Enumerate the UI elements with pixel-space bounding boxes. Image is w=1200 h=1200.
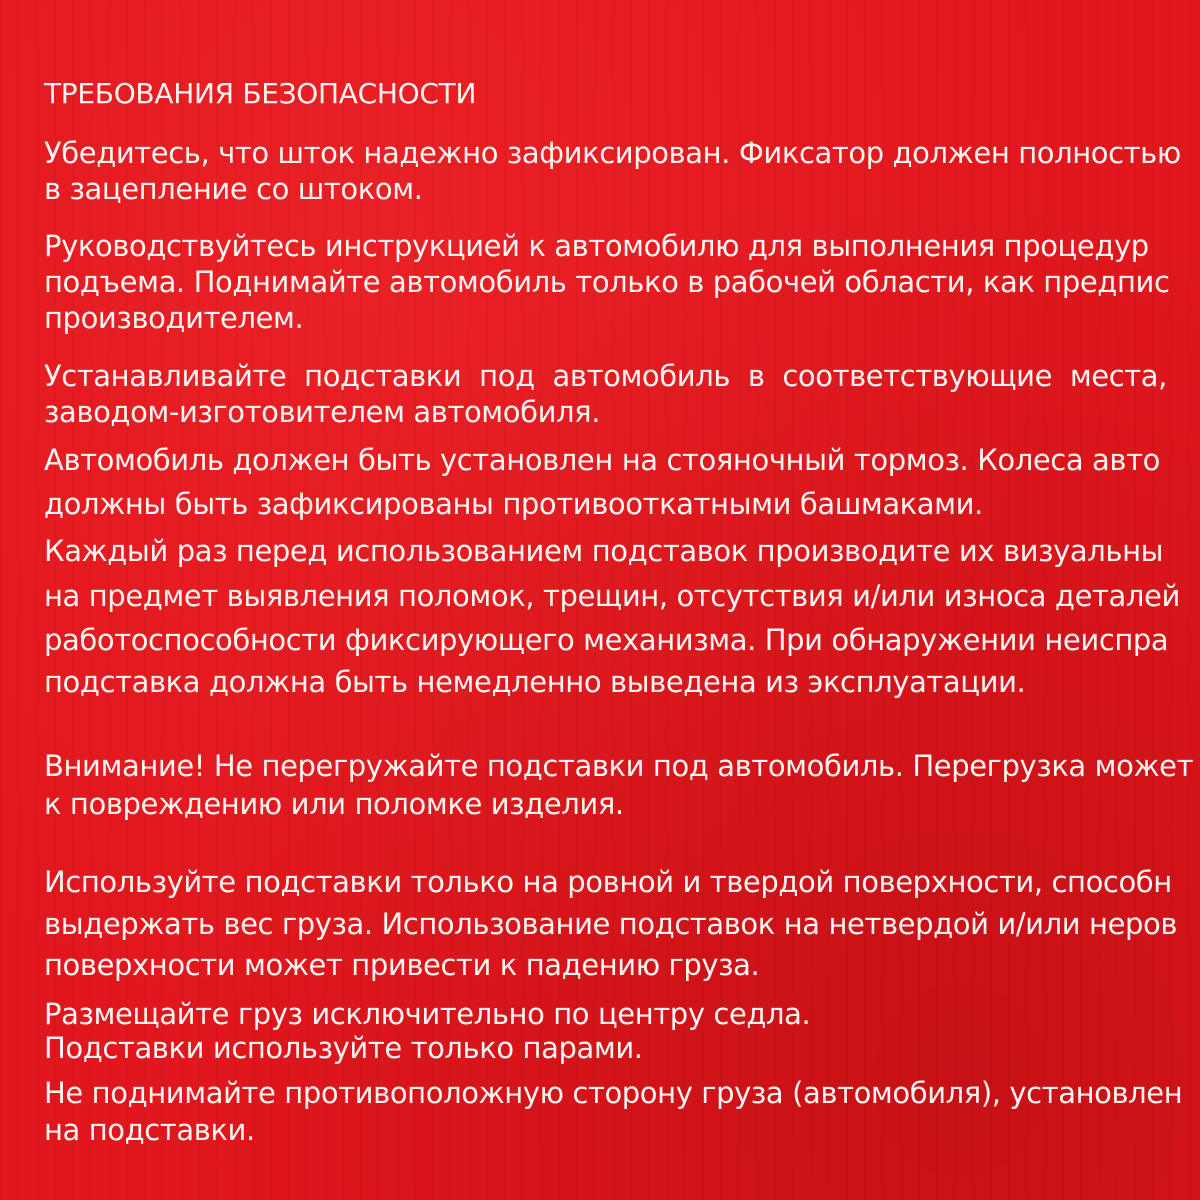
text-line: на предмет выявления поломок, трещин, отсутствия и/или износа деталей: [44, 579, 1180, 613]
text-line: в зацепление со штоком.: [44, 172, 423, 206]
safety-requirements-heading: ТРЕБОВАНИЯ БЕЗОПАСНОСТИ: [44, 77, 477, 110]
text-line: Не поднимайте противоположную сторону груза (автомобиля), установлен: [44, 1076, 1183, 1110]
text-line: Руководствуйтесь инструкцией к автомобилю для выполнения процедур: [44, 229, 1149, 263]
text-line: Используйте подставки только на ровной и твердой поверхности, способн: [44, 865, 1172, 899]
text-line: к повреждению или поломке изделия.: [44, 787, 624, 821]
text-line: Устанавливайте подставки под автомобиль в соответствующие места,: [44, 359, 1167, 393]
text-line: работоспособности фиксирующего механизма. При обнаружении неиспра: [44, 623, 1169, 657]
text-line: на подставки.: [44, 1113, 255, 1147]
text-line: заводом-изготовителем автомобиля.: [44, 395, 601, 429]
text-line: Подставки используйте только парами.: [44, 1031, 643, 1065]
text-line: Автомобиль должен быть установлен на стояночный тормоз. Колеса авто: [44, 443, 1160, 477]
text-line: Внимание! Не перегружайте подставки под автомобиль. Перегрузка может: [44, 749, 1194, 783]
text-line: Размещайте груз исключительно по центру седла.: [44, 997, 811, 1031]
text-line: должны быть зафиксированы противооткатными башмаками.: [44, 487, 983, 521]
text-line: Убедитесь, что шток надежно зафиксирован. Фиксатор должен полностью: [44, 136, 1181, 170]
text-line: Каждый раз перед использованием подставок производите их визуальны: [44, 534, 1164, 568]
text-line: поверхности может привести к падению груза.: [44, 948, 760, 982]
text-line: подъема. Поднимайте автомобиль только в рабочей области, как предпис: [44, 265, 1170, 299]
text-line: подставка должна быть немедленно выведена из эксплуатации.: [44, 665, 1026, 699]
text-line: производителем.: [44, 301, 304, 335]
text-line: выдержать вес груза. Использование подставок на нетвердой и/или неров: [44, 907, 1178, 941]
